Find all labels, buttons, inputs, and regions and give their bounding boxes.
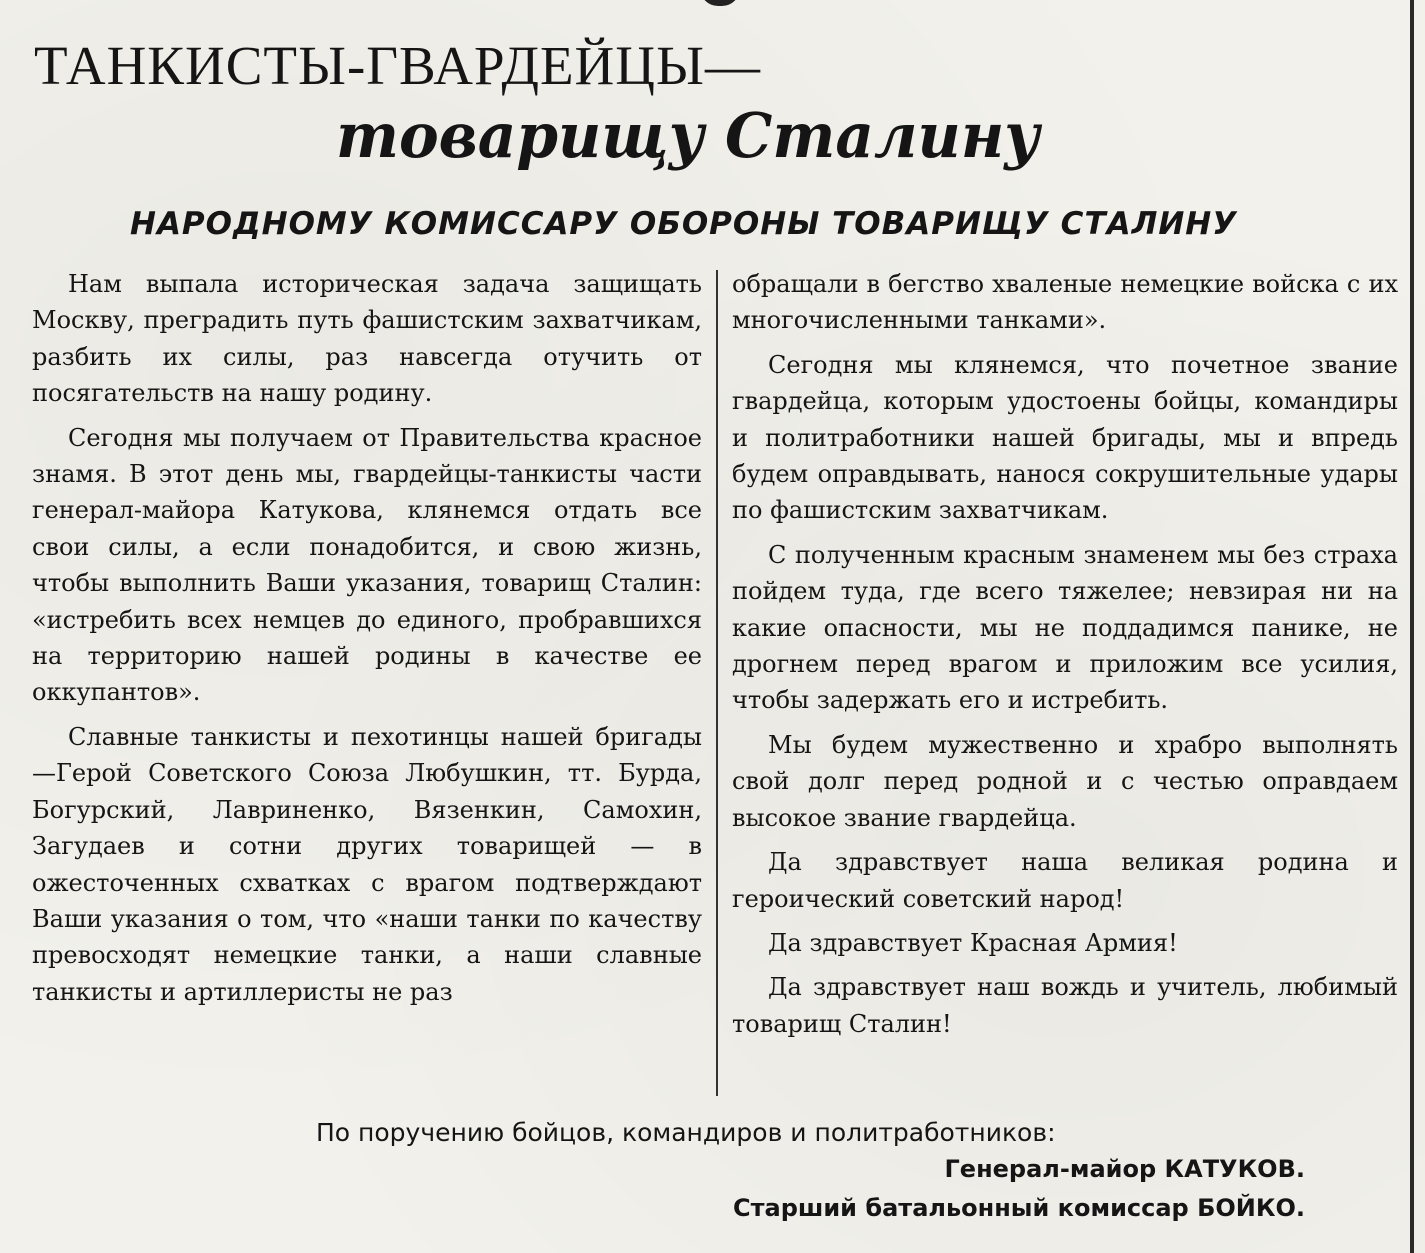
article-column-right [732,266,1398,1050]
decorative-mark [700,0,740,6]
headline-line-2: товарищу Сталину [336,99,1040,172]
signatory-katukov: Генерал-майор КАТУКОВ. [944,1155,1305,1183]
article-paragraph: Сегодня мы клянемся, что почетное звание гвардейца, которым удостоены бойцы, командиры и политработники нашей бригады, мы и впредь будем оправдывать, нанося сокрушительные удары по фашистским захватчикам. [732,350,1398,525]
headline-line-1: ТАНКИСТЫ-ГВАРДЕЙЦЫ— [34,35,761,96]
column-divider [716,270,718,1096]
article-paragraph: Да здравствует Красная Армия! [768,928,1178,957]
article-paragraph: С полученным красным знаменем мы без страха пойдем туда, где всего тяжелее; невзирая ни на какие опасности, мы не поддадимся панике, не дрогнем перед врагом и приложим все усилия, чтобы задержать его и истребить. [732,540,1398,715]
article-paragraph: Да здравствует наша великая родина и героический советский народ! [732,848,1398,913]
signature-intro: По поручению бойцов, командиров и политработников: [316,1118,1056,1147]
article-paragraph: Славные танкисты и пехотинцы нашей бригады—Герой Советского Союза Любушкин, тт. Бурда, Богурский, Лавриненко, Вязенкин, Самохин, Загудаев и сотни других товарищей — в ожесточенных схватках с врагом подтверждают Ваши указания о том, что «наши танки по качеству превосходят немецкие танки, а наши славные танкисты и артиллеристы не раз [32,722,702,1006]
signatory-boyko: Старший батальонный комиссар БОЙКО. [732,1194,1305,1222]
article-paragraph: Мы будем мужественно и храбро выполнять свой долг перед родной и с честью оправдаем высокое звание гвардейца. [732,730,1398,832]
page-border-rule [1410,0,1414,1253]
article-paragraph: Да здравствует наш вождь и учитель, любимый товарищ Сталин! [732,973,1398,1038]
article-paragraph: Нам выпала историческая задача защищать Москву, преградить путь фашистским захватчикам, разбить их силы, раз навсегда отучить от посягательств на нашу родину. [32,270,702,408]
article-column-left [32,266,702,1018]
article-paragraph: Сегодня мы получаем от Правительства красное знамя. В этот день мы, гвардейцы-танкисты части генерал-майора Катукова, клянемся отдать все свои силы, а если понадобится, и свою жизнь, чтобы выполнить Ваши указания, товарищ Сталин: «истребить всех немцев до единого, пробравшихся на территорию нашей родины в качестве ее оккупантов». [32,423,702,707]
article-paragraph: обращали в бегство хваленые немецкие войска с их многочисленными танками». [732,270,1398,335]
subheadline: НАРОДНОМУ КОМИССАРУ ОБОРОНЫ ТОВАРИЩУ СТАЛИНУ [130,206,1238,242]
